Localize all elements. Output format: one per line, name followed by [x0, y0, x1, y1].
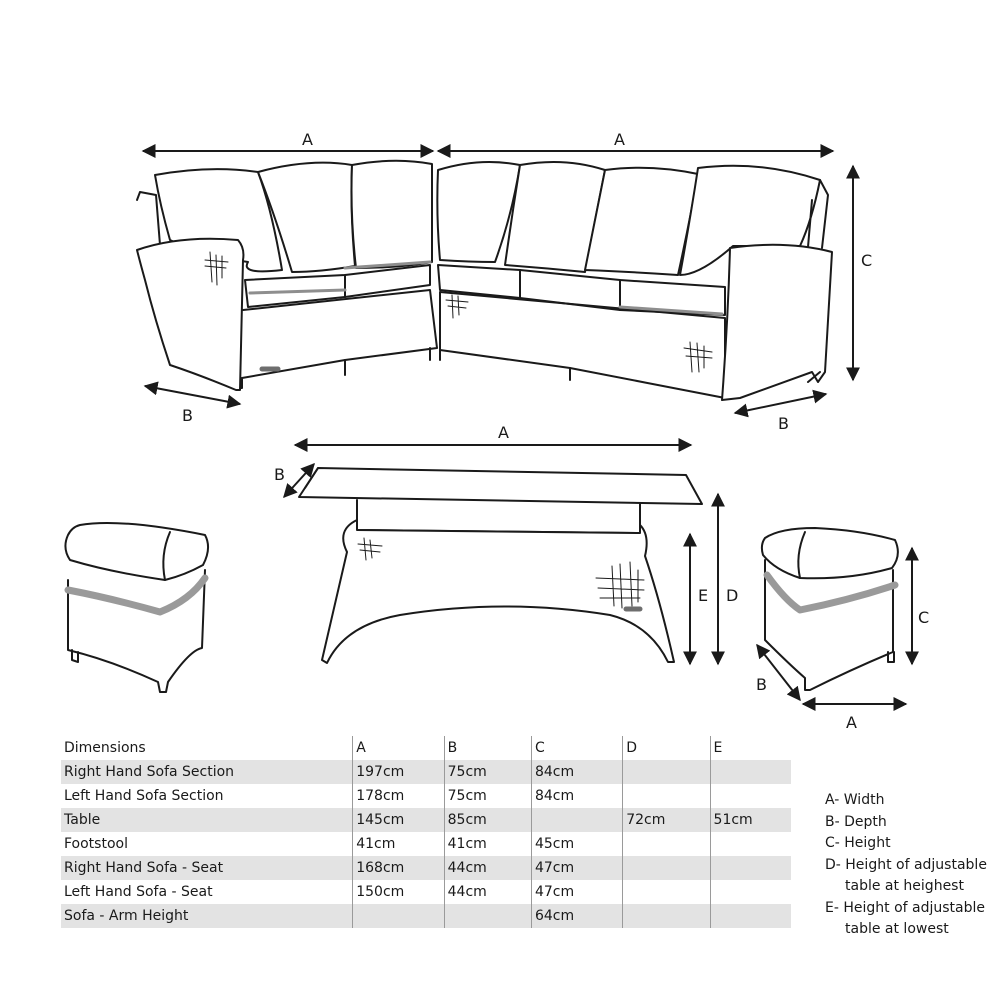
cell-e [710, 880, 791, 904]
legend-item-table-high: D- Height of adjustable [825, 856, 987, 873]
label-table-high-height: D [726, 586, 739, 605]
cell-d [623, 832, 710, 856]
left-sofa-back-frame [137, 192, 160, 245]
cell-a: 145cm [353, 808, 444, 832]
corner-sofa-drawing [137, 161, 832, 400]
cell-d [623, 760, 710, 784]
cell-e [710, 856, 791, 880]
cell-a: 150cm [353, 880, 444, 904]
cell-d [623, 880, 710, 904]
cell-a: 178cm [353, 784, 444, 808]
left-footstool-cushion [65, 523, 208, 580]
cell-a: 168cm [353, 856, 444, 880]
label-table-depth: B [274, 465, 285, 484]
cell-d: 72cm [623, 808, 710, 832]
cell-a: 41cm [353, 832, 444, 856]
dimension-legend [825, 790, 987, 941]
table-header-row [61, 736, 791, 760]
cell-b: 44cm [444, 856, 531, 880]
cell-b: 41cm [444, 832, 531, 856]
label-right-sofa-depth: B [778, 414, 789, 433]
cell-a: 197cm [353, 760, 444, 784]
label-footstool-width: A [846, 713, 857, 730]
cell-b [444, 904, 531, 928]
cell-d [623, 784, 710, 808]
table-row [61, 760, 791, 784]
header-dimensions: Dimensions [61, 736, 353, 760]
label-footstool-height: C [918, 608, 930, 627]
row-name: Left Hand Sofa - Seat [61, 880, 353, 904]
right-footstool-base [765, 560, 893, 690]
right-depth-arrow [735, 394, 826, 413]
left-footstool-base [68, 570, 205, 692]
cell-c: 45cm [531, 832, 622, 856]
label-sofa-height: C [861, 251, 873, 270]
cell-c: 84cm [531, 784, 622, 808]
table-row [61, 904, 791, 928]
label-right-sofa-width: A [614, 130, 625, 149]
legend-item-table-low: E- Height of adjustable [825, 899, 986, 916]
table-row [61, 856, 791, 880]
row-name: Footstool [61, 832, 353, 856]
row-name: Table [61, 808, 353, 832]
cell-c [531, 808, 622, 832]
table-drawing [299, 468, 702, 663]
cell-a [353, 904, 444, 928]
row-name: Left Hand Sofa Section [61, 784, 353, 808]
label-left-sofa-depth: B [182, 406, 193, 425]
label-table-low-height: E [698, 586, 709, 605]
cell-e [710, 760, 791, 784]
row-name: Sofa - Arm Height [61, 904, 353, 928]
cell-e [710, 784, 791, 808]
right-footstool-cushion [762, 528, 898, 578]
cell-b: 75cm [444, 760, 531, 784]
row-name: Right Hand Sofa - Seat [61, 856, 353, 880]
left-depth-arrow [145, 386, 240, 404]
left-arm [137, 239, 243, 390]
cell-e: 51cm [710, 808, 791, 832]
label-footstool-depth: B [756, 675, 767, 694]
cell-e [710, 832, 791, 856]
right-back-cushion-3 [585, 168, 698, 275]
cell-b: 85cm [444, 808, 531, 832]
header-a: A [353, 736, 444, 760]
legend-item-width: A- Width [825, 792, 885, 808]
table-row [61, 832, 791, 856]
label-left-sofa-width: A [302, 130, 313, 149]
cell-b: 75cm [444, 784, 531, 808]
cell-d [623, 904, 710, 928]
cell-c: 47cm [531, 856, 622, 880]
header-d: D [623, 736, 710, 760]
cell-d [623, 856, 710, 880]
legend-item-table-low-cont: table at lowest [845, 921, 949, 937]
cell-e [710, 904, 791, 928]
label-table-width: A [498, 423, 509, 442]
table-row [61, 880, 791, 904]
dimensions-table [61, 736, 791, 928]
left-back-cushion-3 [352, 161, 433, 268]
table-apron [357, 500, 640, 533]
right-footstool-drawing [762, 528, 898, 690]
legend-item-height: C- Height [825, 835, 891, 851]
cell-c: 47cm [531, 880, 622, 904]
header-e: E [713, 740, 723, 756]
cell-b: 44cm [444, 880, 531, 904]
table-row [61, 784, 791, 808]
legend-item-table-high-cont: table at heighest [845, 878, 964, 894]
table-top [299, 468, 702, 504]
legend-item-depth: B- Depth [825, 813, 887, 830]
table-row [61, 808, 791, 832]
header-b: B [444, 736, 531, 760]
cell-c: 64cm [531, 904, 622, 928]
left-footstool-drawing [65, 523, 208, 692]
header-c: C [531, 736, 622, 760]
row-name: Right Hand Sofa Section [61, 760, 353, 784]
cell-c: 84cm [531, 760, 622, 784]
